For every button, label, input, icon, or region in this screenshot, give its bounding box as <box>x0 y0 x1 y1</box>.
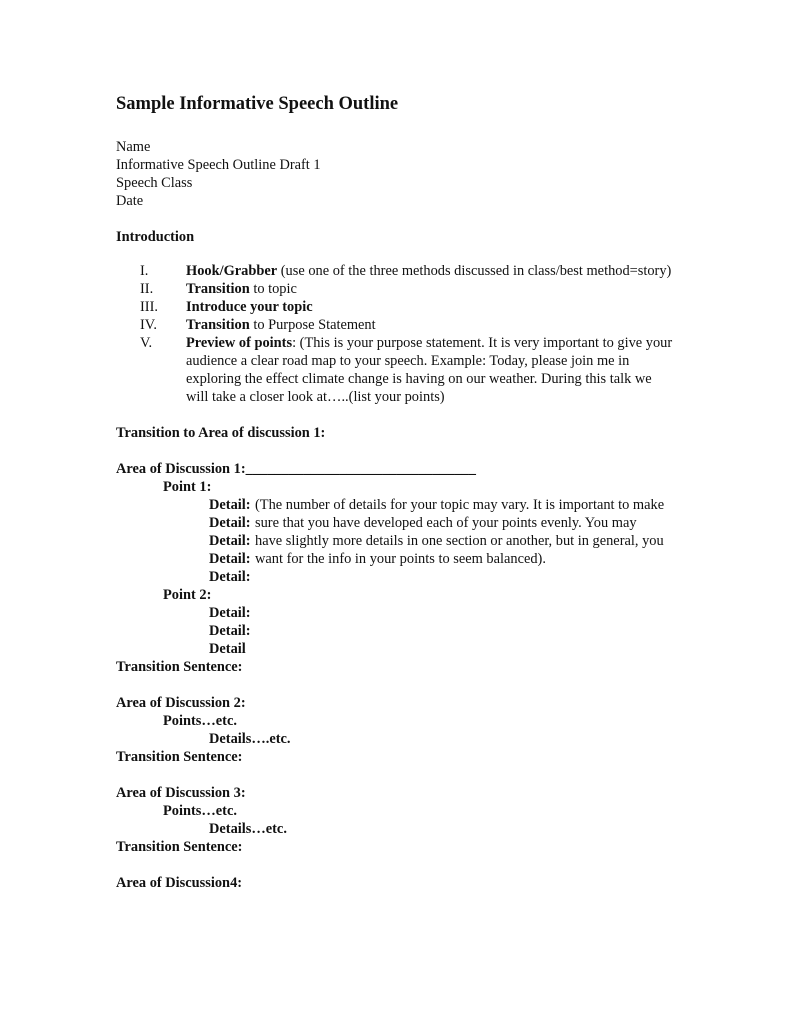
detail-paragraph: (The number of details for your topic may vary. It is important to make sure that you have developed each of your points evenly. You may have slightly more details in one section or another, but in general, you want for the info in your points to seem balanced). <box>255 497 665 567</box>
area3-points: Points…etc. <box>163 803 237 819</box>
document-title: Sample Informative Speech Outline <box>116 94 399 114</box>
detail-label: Detail: <box>209 497 251 513</box>
list-item <box>116 334 676 406</box>
list-bold: Hook/Grabber <box>186 263 278 279</box>
area3-transition: Transition Sentence: <box>116 839 243 855</box>
list-item <box>116 262 676 280</box>
detail-label: Detail: <box>209 515 251 531</box>
detail-label: Detail: <box>209 533 251 549</box>
list-item <box>116 298 676 316</box>
header-block <box>116 138 676 210</box>
transition-area1: Transition to Area of discussion 1: <box>116 425 326 441</box>
list-rest: : (This is your purpose statement. It is very important to give your audience a clear road map to your speech. Example: Today, please join me in exploring the effect climate change is having on our weather. During this talk we will take a closer look at…..(list your points) <box>186 335 673 405</box>
list-number: V. <box>140 335 153 351</box>
header-draft: Informative Speech Outline Draft 1 <box>116 157 321 173</box>
list-rest: to topic <box>249 281 297 297</box>
list-bold: Transition <box>186 317 250 333</box>
area1-detail-block <box>116 496 676 586</box>
area4-heading: Area of Discussion4: <box>116 875 243 891</box>
list-bold: Introduce your topic <box>186 299 313 315</box>
list-number: IV. <box>140 317 157 333</box>
introduction-list <box>116 262 676 406</box>
area1-point2: Point 2: <box>163 587 212 603</box>
list-number: III. <box>140 299 158 315</box>
area2-heading: Area of Discussion 2: <box>116 695 246 711</box>
list-text <box>186 262 676 280</box>
detail-label: Detail <box>209 641 246 657</box>
area2-transition: Transition Sentence: <box>116 749 243 765</box>
document-page <box>116 92 676 892</box>
area1-heading: Area of Discussion 1:________________________________ <box>116 461 476 477</box>
area2-details: Details….etc. <box>209 731 291 747</box>
spacer <box>116 856 676 874</box>
detail-label: Detail: <box>209 569 251 585</box>
list-item <box>116 316 676 334</box>
area3-heading: Area of Discussion 3: <box>116 785 246 801</box>
spacer <box>116 210 676 228</box>
spacer <box>116 406 676 424</box>
header-date: Date <box>116 193 144 209</box>
spacer <box>116 442 676 460</box>
area1-point1: Point 1: <box>163 479 212 495</box>
list-rest: (use one of the three methods discussed in class/best method=story) <box>277 263 672 279</box>
list-number: II. <box>140 281 154 297</box>
detail-label: Detail: <box>209 551 251 567</box>
list-text <box>186 298 676 316</box>
spacer <box>116 766 676 784</box>
list-text <box>186 334 676 406</box>
list-text <box>186 280 676 298</box>
header-name: Name <box>116 139 151 155</box>
list-rest: to Purpose Statement <box>249 317 376 333</box>
list-text <box>186 316 676 334</box>
detail-label: Detail: <box>209 605 251 621</box>
area2-points: Points…etc. <box>163 713 237 729</box>
list-bold: Transition <box>186 281 250 297</box>
header-class: Speech Class <box>116 175 193 191</box>
list-item <box>116 280 676 298</box>
area1-transition: Transition Sentence: <box>116 659 243 675</box>
detail-labels <box>209 496 255 586</box>
detail-label: Detail: <box>209 623 251 639</box>
list-number: I. <box>140 263 149 279</box>
introduction-heading: Introduction <box>116 229 195 245</box>
area3-details: Details…etc. <box>209 821 287 837</box>
list-bold: Preview of points <box>186 335 293 351</box>
spacer <box>116 676 676 694</box>
